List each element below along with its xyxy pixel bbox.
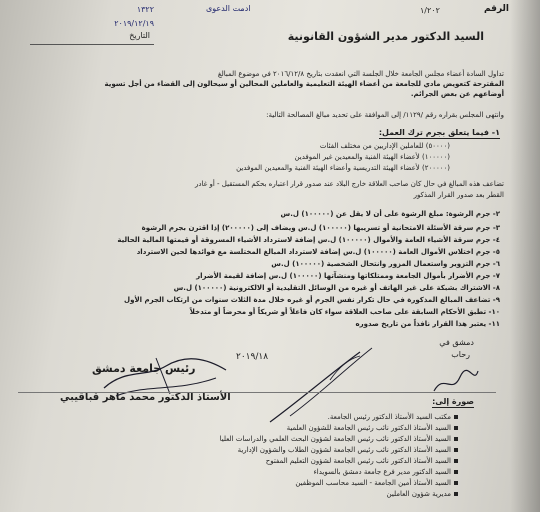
number-value: ١/٢٠٢ (420, 6, 440, 15)
cc-line-1: مكتب السيد الأستاذ الدكتور رئيس الجامعة. (328, 413, 458, 422)
decision-text: وانتهى المجلس بقراره رقم /١١٢٩/ إلى الموافقة على تحديد مبالغ المصالحة التالية: (266, 111, 504, 119)
cc-line-3: السيد الأستاذ الدكتور نائب رئيس الجامعة لشؤون البحث العلمي والدراسات العليا (220, 435, 458, 444)
item-2: ٢- جرم الرشوة: مبلغ الرشوة على أن لا يقل عن (١٠٠٠٠٠) ل.س (280, 210, 500, 218)
handwritten-reference: ادمت الدعوى (206, 4, 251, 13)
cc-title: صورة إلى: (432, 397, 474, 406)
item-9: ٩- تضاعف المبالغ المذكورة في حال تكرار نفس الجرم أو غيره خلال مدة الثلاث سنوات من ارتكاب الجرم الأول (124, 296, 500, 304)
cc-line-2: السيد الأستاذ الدكتور نائب رئيس الجامعة للشؤون العلمية (287, 424, 458, 433)
item-1-title: ١- فيما يتعلق بجرم ترك العمل: (378, 128, 500, 137)
item-6: ٦- جرم التزوير واستعمال المزور وانتحال الشخصية (١٠٠٠٠٠) ل.س (271, 260, 500, 268)
reference-date-label: التاريخ (129, 31, 150, 40)
intro-line-3: أوضاعهم عن بعض الجرائم. (410, 90, 504, 98)
item-1-sub-1: (٥٠٠٠٠) للعاملين الإداريين من مختلف الفئات (319, 142, 450, 150)
cc-line-8: مديرية شؤون العاملين (387, 490, 458, 499)
cc-line-5: السيد الأستاذ الدكتور نائب رئيس الجامعة لشؤون التعليم المفتوح (266, 457, 458, 466)
cc-section (18, 392, 496, 512)
cc-line-7: السيد الأستاذ أمين الجامعة - السيد محاسب الموظفين (295, 479, 458, 488)
item-1-sub-3: (٢٠٠٠٠٠) لأعضاء الهيئة التدريسية وأعضاء الهيئة الفنية والمعيدين الموفدين (236, 164, 450, 172)
item-8: ٨- الاشتراك بشبكة على غير الهاتف أو غيره من الوسائل التقليدية أو الالكترونية (١٠٠٠٠٠) ل.س (173, 284, 500, 292)
item-10: ١٠- تطبق الأحكام السابقة على صاحب العلاقة سواء كان فاعلاً أو شريكاً أو محرضاً أو متدخلاً (189, 308, 500, 316)
reference-number: ١٣٢٢ (136, 5, 154, 14)
item-3: ٣- جرم سرقة الأسئلة الامتحانية أو تسريبها (١٠٠٠٠٠) ل.س ويضاف إلى (٢٠٠٠٠٠) إذا اقترن بجرم الرشوة (141, 224, 500, 232)
item-1-sub-2: (١٠٠٠٠٠) لأعضاء الهيئة الفنية والمعيدين غير الموفدين (294, 153, 450, 161)
page-edge-shadow (510, 0, 540, 512)
item-7: ٧- جرم الأضرار بأموال الجامعة وممتلكاتها ومنشآتها (١٠٠٠٠٠) ل.س إضافة لقيمة الأضرار (196, 272, 500, 280)
number-label: الرقم (484, 4, 510, 14)
addressee: السيد الدكتور مدير الشؤون القانونية (287, 30, 484, 43)
intro-line-2: المقترحة كتعويض مادي للجامعة من أعضاء الهيئة التعليمية والعاملين المحالين أو سيحالون إلى القضاء من أجل تسوية (104, 80, 504, 88)
intro-line-1: تداول السادة أعضاء مجلس الجامعة خلال الجلسة التي انعقدت بتاريخ ٢٠١٦/١٢/٨ في موضوع المبالغ (217, 70, 504, 78)
item-5: ٥- جرم اختلاس الأموال العامة (١٠٠٠٠٠) ل.س إضافة لاسترداد المبالغ المختلسة مع فوائدها لحين الاسترداد (136, 248, 500, 256)
closing-date: ٢٠١٩/١٨ (236, 352, 269, 362)
reference-date: ٢٠١٩/١٢/١٩ (114, 19, 154, 28)
cc-line-4: السيد الأستاذ الدكتور نائب رئيس الجامعة لشؤون الطلاب والشؤون الإدارية (238, 446, 458, 455)
closing-city: دمشق في (439, 338, 474, 347)
closing-handwritten: رحاب (451, 350, 470, 359)
signature-title: رئيس جامعة دمشق (92, 362, 196, 375)
reference-box (30, 0, 154, 45)
item-4: ٤- جرم سرقة الأشياء العامة والأموال (١٠٠٠٠٠) ل.س إضافة لاسترداد الأشياء المسروقة أو قيمتها المالية الحالية (117, 236, 500, 244)
cc-line-6: السيد الدكتور مدير فرع جامعة دمشق بالسويداء (314, 468, 459, 477)
item-1-note-1: تضاعف هذه المبالغ في حال كان صاحب العلاقة خارج البلاد عند صدور قرار اعتباره بحكم المستقيل - أو غادر (194, 180, 504, 188)
signature-name: الأستاذ الدكتور محمد ماهر قباقيبي (60, 392, 231, 403)
item-1-note-2: القطر بعد صدور القرار المذكور (413, 191, 504, 199)
item-11: ١١- يعتبر هذا القرار نافذاً من تاريخ صدوره (355, 320, 500, 328)
